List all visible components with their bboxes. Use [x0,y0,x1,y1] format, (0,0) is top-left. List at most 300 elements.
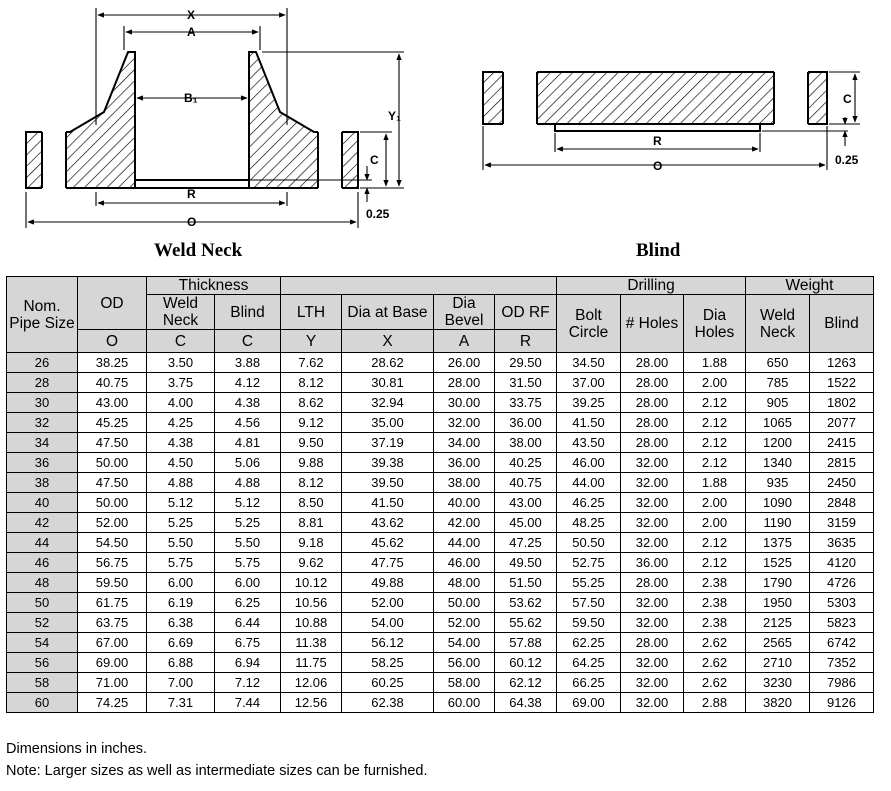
header-nom-pipe-size: Nom. Pipe Size [7,277,78,353]
availability-note: Note: Larger sizes as well as intermediate sizes can be furnished. [6,763,428,779]
table-cell: 46.25 [557,493,621,513]
table-cell: 7.31 [147,693,215,713]
table-cell: 7.62 [281,353,342,373]
table-cell: 905 [746,393,810,413]
table-cell: 6.88 [147,653,215,673]
table-cell: 57.50 [557,593,621,613]
table-cell: 28.00 [621,413,684,433]
header-bolt-circle: Bolt Circle [557,295,621,353]
blind-caption: Blind [636,240,681,261]
table-cell: 1090 [746,493,810,513]
table-cell: 52.00 [78,513,147,533]
table-cell: 44.00 [434,533,495,553]
table-cell: 51.50 [495,573,557,593]
table-cell: 59.50 [78,573,147,593]
table-cell: 5.50 [147,533,215,553]
table-cell: 6.00 [147,573,215,593]
table-cell: 62.12 [495,673,557,693]
table-cell: 6.00 [215,573,281,593]
table-cell: 4.00 [147,393,215,413]
table-cell: 11.75 [281,653,342,673]
table-body [7,353,874,713]
table-cell: 47.50 [78,473,147,493]
table-cell: 28.00 [621,393,684,413]
table-cell: 39.38 [342,453,434,473]
table-cell: 1950 [746,593,810,613]
table-cell: 2710 [746,653,810,673]
table-cell: 2.12 [684,433,746,453]
dim-o-label: O [187,215,197,229]
table-cell: 52.00 [342,593,434,613]
weld-neck-right-bolt-hole [318,130,342,190]
table-cell: 52.00 [434,613,495,633]
table-cell: 6.94 [215,653,281,673]
header-blank-group [281,277,557,295]
header-dia-holes: Dia Holes [684,295,746,353]
table-row [7,453,874,473]
blind-raised-face [555,124,760,131]
table-cell: 39.50 [342,473,434,493]
table-cell: 32.00 [621,673,684,693]
table-cell: 5.06 [215,453,281,473]
table-cell: 43.62 [342,513,434,533]
table-cell: 4.12 [215,373,281,393]
dim-y1-label: Y₁ [388,109,401,123]
table-cell: 1263 [810,353,874,373]
table-cell: 56.12 [342,633,434,653]
table-cell: 28.00 [621,633,684,653]
table-cell: 11.38 [281,633,342,653]
table-cell: 32.94 [342,393,434,413]
pipe-size-cell: 42 [7,513,78,533]
table-cell: 47.75 [342,553,434,573]
table-cell: 3820 [746,693,810,713]
table-cell: 4726 [810,573,874,593]
table-row [7,493,874,513]
table-cell: 45.62 [342,533,434,553]
weld-neck-drawing [26,52,358,190]
table-cell: 47.25 [495,533,557,553]
table-cell: 44.00 [557,473,621,493]
table-cell: 28.00 [434,373,495,393]
table-cell: 58.25 [342,653,434,673]
pipe-size-cell: 34 [7,433,78,453]
table-cell: 32.00 [621,653,684,673]
table-cell: 6.75 [215,633,281,653]
pipe-size-cell: 52 [7,613,78,633]
table-cell: 58.00 [434,673,495,693]
table-cell: 32.00 [434,413,495,433]
pipe-size-cell: 28 [7,373,78,393]
table-cell: 53.62 [495,593,557,613]
symbol-od-rf: R [495,330,557,353]
table-cell: 2.00 [684,493,746,513]
table-cell: 50.50 [557,533,621,553]
blind-dim-c-label: C [843,92,852,106]
table-cell: 6.44 [215,613,281,633]
weld-neck-left-bolt-hole [42,130,66,190]
table-cell: 54.00 [342,613,434,633]
table-cell: 46.00 [434,553,495,573]
dim-x-label: X [187,8,196,22]
table-cell: 3159 [810,513,874,533]
table-cell: 41.50 [557,413,621,433]
table-cell: 30.81 [342,373,434,393]
table-cell: 5.12 [215,493,281,513]
header-weight-group: Weight [746,277,874,295]
header-drilling-group: Drilling [557,277,746,295]
table-cell: 40.25 [495,453,557,473]
table-cell: 1790 [746,573,810,593]
table-cell: 69.00 [78,653,147,673]
table-cell: 28.62 [342,353,434,373]
header-num-holes: # Holes [621,295,684,353]
table-cell: 2848 [810,493,874,513]
table-cell: 5.25 [215,513,281,533]
table-cell: 60.25 [342,673,434,693]
table-cell: 31.50 [495,373,557,393]
pipe-size-cell: 60 [7,693,78,713]
dim-b1-label: B₁ [184,91,198,105]
table-row [7,433,874,453]
table-cell: 4120 [810,553,874,573]
table-cell: 28.00 [621,373,684,393]
pipe-size-cell: 48 [7,573,78,593]
table-cell: 32.00 [621,533,684,553]
table-cell: 43.00 [495,493,557,513]
table-cell: 9.18 [281,533,342,553]
table-cell: 785 [746,373,810,393]
table-cell: 2565 [746,633,810,653]
table-cell: 28.00 [621,573,684,593]
blind-drawing [483,70,827,131]
table-cell: 38.00 [434,473,495,493]
blind-right-bolt-hole [774,70,808,126]
table-cell: 10.56 [281,593,342,613]
table-cell: 45.25 [78,413,147,433]
table-cell: 2.00 [684,513,746,533]
table-cell: 2450 [810,473,874,493]
units-note: Dimensions in inches. [6,741,148,757]
table-cell: 48.00 [434,573,495,593]
symbol-dia-at-base: X [342,330,434,353]
header-thickness-weld-neck: Weld Neck [147,295,215,330]
table-cell: 3635 [810,533,874,553]
table-cell: 650 [746,353,810,373]
table-row [7,613,874,633]
table-row [7,673,874,693]
table-cell: 32.00 [621,693,684,713]
pipe-size-cell: 50 [7,593,78,613]
table-cell: 43.50 [557,433,621,453]
table-row [7,373,874,393]
table-cell: 50.00 [434,593,495,613]
table-row [7,653,874,673]
table-cell: 26.00 [434,353,495,373]
table-cell: 55.25 [557,573,621,593]
table-cell: 12.06 [281,673,342,693]
table-cell: 1190 [746,513,810,533]
table-cell: 4.38 [215,393,281,413]
table-cell: 2.38 [684,613,746,633]
dim-a-label: A [187,25,196,39]
symbol-od: O [78,330,147,353]
weld-neck-dimensions [26,8,404,228]
table-cell: 2.88 [684,693,746,713]
table-cell: 1340 [746,453,810,473]
table-row [7,693,874,713]
table-cell: 32.00 [621,593,684,613]
table-cell: 61.75 [78,593,147,613]
table-cell: 1.88 [684,473,746,493]
pipe-size-cell: 40 [7,493,78,513]
table-cell: 2815 [810,453,874,473]
table-cell: 2.00 [684,373,746,393]
table-cell: 32.00 [621,513,684,533]
table-cell: 6742 [810,633,874,653]
table-row [7,513,874,533]
table-cell: 35.00 [342,413,434,433]
table-cell: 56.00 [434,653,495,673]
table-cell: 9.50 [281,433,342,453]
header-thickness-blind: Blind [215,295,281,330]
pipe-size-cell: 38 [7,473,78,493]
table-row [7,633,874,653]
table-cell: 63.75 [78,613,147,633]
table-cell: 7.44 [215,693,281,713]
table-row [7,533,874,553]
symbol-thickness-blind: C [215,330,281,353]
table-cell: 6.19 [147,593,215,613]
symbol-lth: Y [281,330,342,353]
table-cell: 5.75 [147,553,215,573]
table-cell: 56.75 [78,553,147,573]
table-row [7,593,874,613]
table-cell: 2125 [746,613,810,633]
table-cell: 28.00 [621,353,684,373]
table-cell: 2077 [810,413,874,433]
table-cell: 1200 [746,433,810,453]
table-cell: 7986 [810,673,874,693]
table-cell: 4.88 [147,473,215,493]
table-cell: 2.12 [684,533,746,553]
table-cell: 3.50 [147,353,215,373]
table-cell: 6.25 [215,593,281,613]
table-cell: 9.12 [281,413,342,433]
header-dia-at-base: Dia at Base [342,295,434,330]
pipe-size-cell: 30 [7,393,78,413]
table-cell: 45.00 [495,513,557,533]
table-cell: 4.56 [215,413,281,433]
table-cell: 34.00 [434,433,495,453]
table-cell: 6.38 [147,613,215,633]
table-cell: 34.50 [557,353,621,373]
table-cell: 49.88 [342,573,434,593]
header-lth: LTH [281,295,342,330]
table-cell: 60.00 [434,693,495,713]
pipe-size-cell: 58 [7,673,78,693]
table-cell: 41.50 [342,493,434,513]
table-cell: 48.25 [557,513,621,533]
table-cell: 55.62 [495,613,557,633]
table-cell: 69.00 [557,693,621,713]
table-cell: 62.25 [557,633,621,653]
table-cell: 4.38 [147,433,215,453]
table-cell: 10.12 [281,573,342,593]
pipe-size-cell: 56 [7,653,78,673]
table-cell: 37.19 [342,433,434,453]
table-row [7,353,874,373]
table-cell: 5823 [810,613,874,633]
table-cell: 1802 [810,393,874,413]
table-cell: 2.62 [684,653,746,673]
blind-dim-r-label: R [653,134,662,148]
table-cell: 64.25 [557,653,621,673]
table-cell: 8.50 [281,493,342,513]
table-cell: 4.25 [147,413,215,433]
table-cell: 52.75 [557,553,621,573]
table-cell: 32.00 [621,473,684,493]
pipe-size-cell: 32 [7,413,78,433]
table-cell: 8.62 [281,393,342,413]
table-cell: 39.25 [557,393,621,413]
dim-rf-label: 0.25 [366,207,390,221]
table-cell: 60.12 [495,653,557,673]
table-cell: 8.12 [281,473,342,493]
header-od-rf: OD RF [495,295,557,330]
table-cell: 2415 [810,433,874,453]
table-cell: 40.00 [434,493,495,513]
table-cell: 7352 [810,653,874,673]
table-cell: 64.38 [495,693,557,713]
table-cell: 66.25 [557,673,621,693]
table-cell: 43.00 [78,393,147,413]
table-cell: 33.75 [495,393,557,413]
symbol-dia-bevel: A [434,330,495,353]
table-cell: 36.00 [495,413,557,433]
table-cell: 5.12 [147,493,215,513]
table-cell: 47.50 [78,433,147,453]
header-weight-blind: Blind [810,295,874,353]
table-cell: 38.25 [78,353,147,373]
pipe-size-cell: 46 [7,553,78,573]
table-cell: 46.00 [557,453,621,473]
table-cell: 62.38 [342,693,434,713]
table-cell: 42.00 [434,513,495,533]
table-cell: 49.50 [495,553,557,573]
table-cell: 50.00 [78,453,147,473]
table-cell: 8.12 [281,373,342,393]
table-cell: 36.00 [434,453,495,473]
table-cell: 1375 [746,533,810,553]
table-cell: 30.00 [434,393,495,413]
header-dia-bevel: Dia Bevel [434,295,495,330]
table-cell: 32.00 [621,493,684,513]
weld-neck-caption: Weld Neck [154,240,243,261]
table-cell: 4.88 [215,473,281,493]
table-cell: 5.50 [215,533,281,553]
table-cell: 59.50 [557,613,621,633]
table-cell: 57.88 [495,633,557,653]
table-row [7,553,874,573]
table-cell: 2.12 [684,413,746,433]
pipe-size-cell: 36 [7,453,78,473]
table-cell: 3230 [746,673,810,693]
table-cell: 9126 [810,693,874,713]
table-cell: 935 [746,473,810,493]
table-cell: 5.25 [147,513,215,533]
table-cell: 1065 [746,413,810,433]
dim-r-label: R [187,187,196,201]
table-cell: 2.38 [684,573,746,593]
pipe-size-cell: 54 [7,633,78,653]
table-cell: 7.00 [147,673,215,693]
table-row [7,393,874,413]
table-cell: 9.62 [281,553,342,573]
table-cell: 54.50 [78,533,147,553]
table-cell: 3.75 [147,373,215,393]
table-cell: 50.00 [78,493,147,513]
pipe-size-cell: 44 [7,533,78,553]
dim-c-label: C [370,153,379,167]
table-cell: 1522 [810,373,874,393]
table-cell: 2.12 [684,453,746,473]
table-cell: 2.62 [684,633,746,653]
table-row [7,413,874,433]
table-cell: 32.00 [621,453,684,473]
table-row [7,573,874,593]
blind-dim-rf-label: 0.25 [835,153,859,167]
table-cell: 67.00 [78,633,147,653]
table-cell: 5.75 [215,553,281,573]
table-cell: 2.12 [684,393,746,413]
header-od: OD [78,277,147,330]
flange-dimensions-table [6,276,874,713]
table-cell: 3.88 [215,353,281,373]
table-cell: 29.50 [495,353,557,373]
table-cell: 2.38 [684,593,746,613]
table-cell: 10.88 [281,613,342,633]
table-cell: 1525 [746,553,810,573]
table-cell: 74.25 [78,693,147,713]
table-cell: 40.75 [78,373,147,393]
table-cell: 4.81 [215,433,281,453]
header-thickness-group: Thickness [147,277,281,295]
blind-dim-o-label: O [653,159,663,173]
table-cell: 8.81 [281,513,342,533]
table-cell: 40.75 [495,473,557,493]
table-cell: 2.62 [684,673,746,693]
table-cell: 4.50 [147,453,215,473]
flange-drawings [0,0,891,276]
table-cell: 1.88 [684,353,746,373]
table-cell: 2.12 [684,553,746,573]
table-cell: 28.00 [621,433,684,453]
table-cell: 7.12 [215,673,281,693]
table-cell: 36.00 [621,553,684,573]
table-cell: 12.56 [281,693,342,713]
table-cell: 71.00 [78,673,147,693]
table-row [7,473,874,493]
symbol-thickness-weld-neck: C [147,330,215,353]
table-cell: 37.00 [557,373,621,393]
table-cell: 6.69 [147,633,215,653]
pipe-size-cell: 26 [7,353,78,373]
table-cell: 38.00 [495,433,557,453]
blind-left-bolt-hole [503,70,537,126]
table-cell: 9.88 [281,453,342,473]
table-cell: 5303 [810,593,874,613]
